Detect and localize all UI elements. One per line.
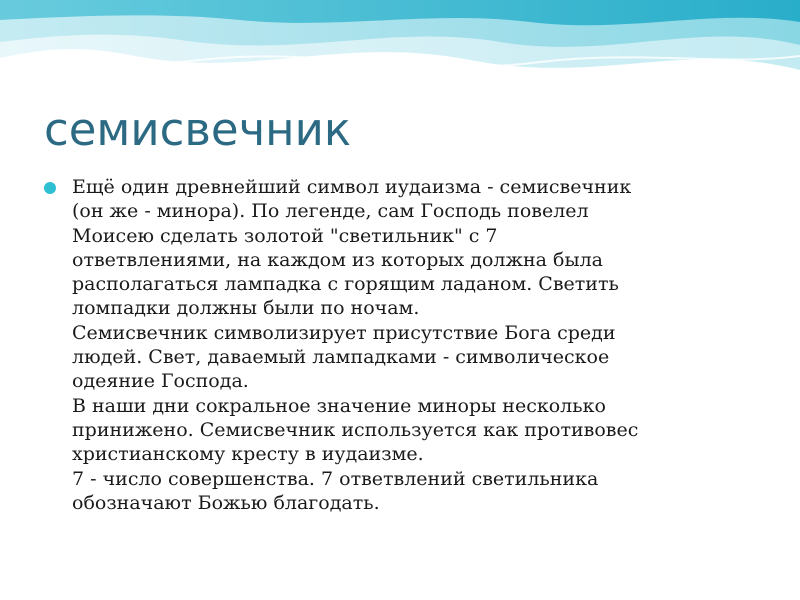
wave-header-decoration xyxy=(0,0,800,110)
bullet-item xyxy=(44,175,764,515)
circle-bullet-icon xyxy=(44,182,56,194)
text-line: людей. Свет, даваемый лампадками - символическое xyxy=(72,346,610,369)
text-line: Ещё один древнейший символ иудаизма - семисвечник xyxy=(72,176,632,198)
text-line: В наши дни сокральное значение миноры несколько xyxy=(72,394,606,417)
text-line: христианскому кресту в иудаизме. xyxy=(72,443,424,466)
text-line: одеяние Господа. xyxy=(72,370,249,393)
body-paragraph xyxy=(72,175,764,515)
text-line: Моисею сделать золотой "светильник" с 7 xyxy=(72,224,498,247)
slide-title: семисвечник xyxy=(44,103,352,156)
wave-highlight xyxy=(0,56,800,67)
text-line: (он же - минора). По легенде, сам Господь повелел xyxy=(72,200,589,223)
text-line: ответвлениями, на каждом из которых должна была xyxy=(72,248,603,271)
text-line: ломпадки должны были по ночам. xyxy=(72,297,420,320)
text-line: обозначают Божью благодать. xyxy=(72,491,380,514)
text-line: располагаться лампадка с горящим ладаном. Светить xyxy=(72,273,619,296)
text-line: 7 - число совершенства. 7 ответвлений светильника xyxy=(72,467,599,490)
text-line: принижено. Семисвечник используется как противовес xyxy=(72,418,639,441)
text-line: Семисвечник символизирует присутствие Бога среди xyxy=(72,321,616,344)
